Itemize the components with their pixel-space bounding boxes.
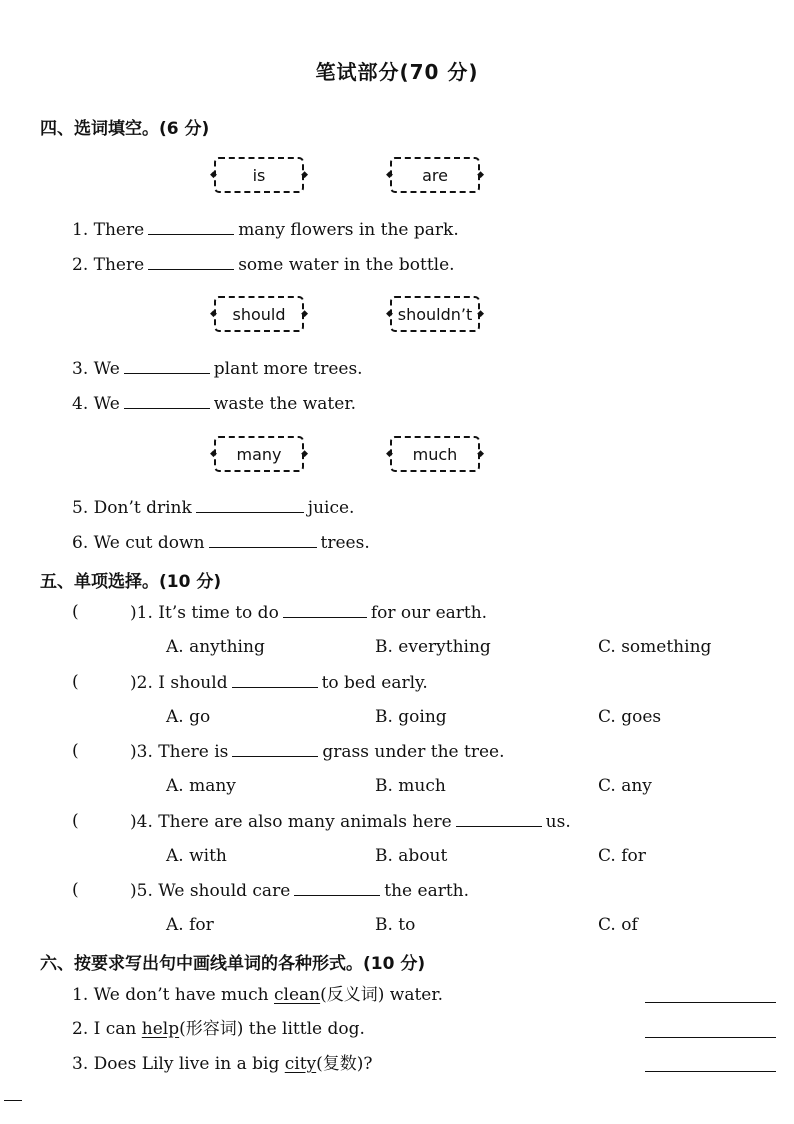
fill-item-1: 1. There many flowers in the park. bbox=[72, 220, 459, 240]
underlined-word: clean bbox=[274, 985, 321, 1005]
answer-blank bbox=[294, 879, 380, 896]
fill-item-4: 4. We waste the water. bbox=[72, 394, 356, 414]
word-box-is: ◆ is ◆ bbox=[214, 157, 304, 193]
choice-question-4: )4. There are also many animals here us. bbox=[130, 812, 571, 832]
option-c: C. for bbox=[598, 846, 646, 866]
answer-blank bbox=[456, 810, 542, 827]
option-a: A. anything bbox=[166, 637, 265, 657]
answer-blank bbox=[232, 740, 318, 757]
word-box-are: ◆ are ◆ bbox=[390, 157, 480, 193]
answer-paren-open[interactable]: ( bbox=[72, 880, 79, 900]
option-c: C. goes bbox=[598, 707, 662, 727]
answer-paren-open[interactable]: ( bbox=[72, 602, 79, 622]
option-c: C. any bbox=[598, 776, 652, 796]
answer-line-1[interactable] bbox=[645, 1002, 776, 1003]
answer-blank[interactable] bbox=[124, 357, 210, 374]
answer-blank bbox=[232, 671, 318, 688]
option-a: A. for bbox=[166, 915, 214, 935]
option-b: B. to bbox=[375, 915, 416, 935]
word-box-many: ◆ many ◆ bbox=[214, 436, 304, 472]
underlined-word: city bbox=[284, 1054, 317, 1074]
fill-item-6: 6. We cut down trees. bbox=[72, 533, 370, 553]
answer-line-2[interactable] bbox=[645, 1037, 776, 1038]
option-a: A. with bbox=[166, 846, 227, 866]
answer-line-3[interactable] bbox=[645, 1071, 776, 1072]
option-a: A. many bbox=[166, 776, 236, 796]
answer-blank[interactable] bbox=[196, 496, 304, 513]
word-box-much: ◆ much ◆ bbox=[390, 436, 480, 472]
fill-item-5: 5. Don’t drink juice. bbox=[72, 498, 355, 518]
fill-item-2: 2. There some water in the bottle. bbox=[72, 255, 455, 275]
word-box-should: ◆ should ◆ bbox=[214, 296, 304, 332]
option-b: B. much bbox=[375, 776, 446, 796]
option-c: C. something bbox=[598, 637, 712, 657]
underlined-word: help bbox=[141, 1019, 180, 1039]
option-a: A. go bbox=[166, 707, 211, 727]
option-b: B. about bbox=[375, 846, 448, 866]
page-title: 笔试部分(70 分) bbox=[315, 60, 479, 84]
option-c: C. of bbox=[598, 915, 638, 935]
answer-paren-open[interactable]: ( bbox=[72, 811, 79, 831]
answer-blank[interactable] bbox=[124, 392, 210, 409]
form-item-3: 3. Does Lily live in a big city(复数)? bbox=[72, 1054, 373, 1074]
answer-paren-open[interactable]: ( bbox=[72, 741, 79, 761]
answer-blank[interactable] bbox=[209, 531, 317, 548]
choice-question-3: )3. There is grass under the tree. bbox=[130, 742, 505, 762]
form-item-2: 2. I can help(形容词) the little dog. bbox=[72, 1019, 365, 1039]
section-5-heading: 五、单项选择。(10 分) bbox=[40, 572, 222, 592]
answer-blank bbox=[283, 601, 367, 618]
page-corner-mark bbox=[4, 1100, 22, 1101]
option-b: B. everything bbox=[375, 637, 491, 657]
form-item-1: 1. We don’t have much clean(反义词) water. bbox=[72, 985, 444, 1005]
word-box-shouldnt: ◆ shouldn’t ◆ bbox=[390, 296, 480, 332]
choice-question-5: )5. We should care the earth. bbox=[130, 881, 470, 901]
fill-item-3: 3. We plant more trees. bbox=[72, 359, 363, 379]
answer-paren-open[interactable]: ( bbox=[72, 672, 79, 692]
option-b: B. going bbox=[375, 707, 447, 727]
answer-blank[interactable] bbox=[148, 253, 234, 270]
section-4-heading: 四、选词填空。(6 分) bbox=[40, 119, 210, 139]
answer-blank[interactable] bbox=[148, 218, 234, 235]
choice-question-1: )1. It’s time to do for our earth. bbox=[130, 603, 488, 623]
choice-question-2: )2. I should to bed early. bbox=[130, 673, 428, 693]
section-6-heading: 六、按要求写出句中画线单词的各种形式。(10 分) bbox=[40, 954, 426, 974]
